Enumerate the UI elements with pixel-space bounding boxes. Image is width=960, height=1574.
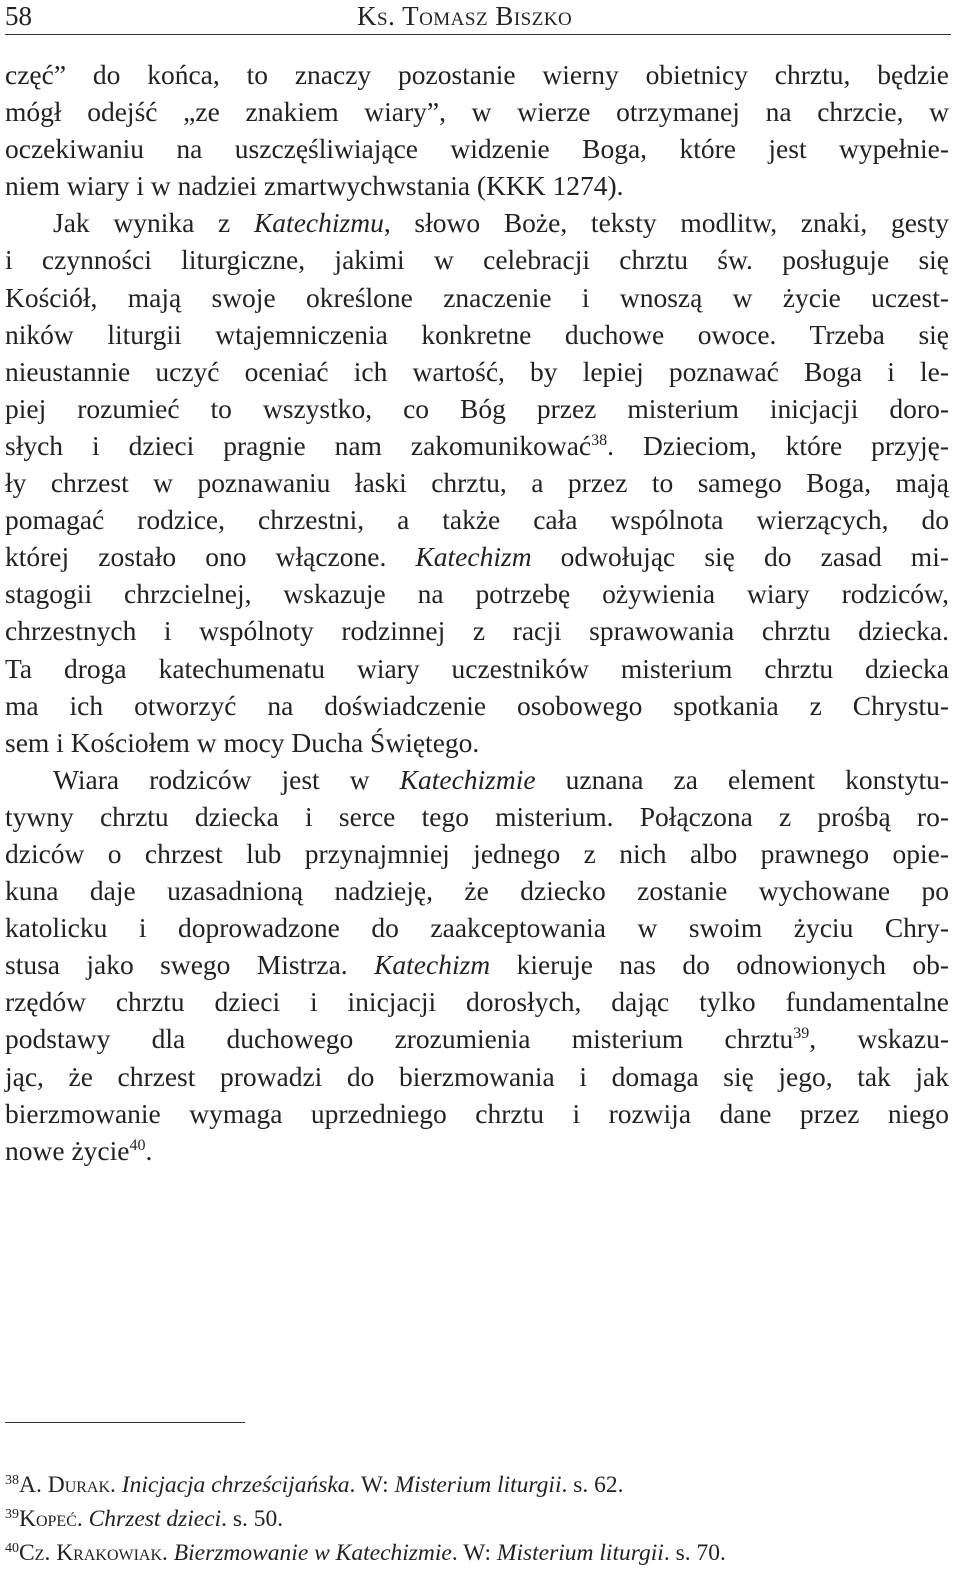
text-run: odwołując się do zasad mi- xyxy=(531,541,949,573)
text-line: chrzestnych i wspólnoty rodzinnej z racji sprawowania chrztu dziecka. xyxy=(5,615,949,647)
text-run: której zostało ono włączone. xyxy=(5,541,416,573)
text-line: Kościół, mają swoje określone znaczenie i wnoszą w życie uczest- xyxy=(5,281,949,313)
text-run: , słowo Boże, teksty modlitw, znaki, gesty xyxy=(383,207,949,239)
footnote-pages: . s. 70. xyxy=(663,1540,726,1566)
text-run: podstawy dla duchowego zrozumienia misterium chrztu xyxy=(5,1023,794,1055)
footnote-title: Chrzest dzieci xyxy=(88,1506,222,1532)
text-line xyxy=(5,761,949,798)
text-line xyxy=(5,204,949,241)
page-number: 58 xyxy=(5,1,32,31)
footnote-ref-38[interactable]: 38 xyxy=(591,431,608,449)
text-line: mógł odejść „ze znakiem wiary”, w wierze otrzymanej na chrzcie, w xyxy=(5,96,949,128)
footnote-39: $^{39}$Kopeć. Chrzest dzieci. s. 50. xyxy=(5,1506,284,1532)
footnote-38: $^{38}$A. Durak. Inicjacja chrześcijańska. W: Misterium liturgii. s. 62. xyxy=(5,1472,624,1498)
text-run: . W: xyxy=(349,1472,395,1498)
text-line: częć” do końca, to znaczy pozostanie wierny obietnicy chrztu, będzie xyxy=(5,59,949,90)
footnote-title: Bierzmowanie w Katechizmie xyxy=(173,1540,452,1566)
footnote-title: Inicjacja chrześcijańska xyxy=(121,1472,350,1498)
footnote-40: $^{40}$Cz. Krakowiak. Bierzmowanie w Katechizmie. W: Misterium liturgii. s. 70. xyxy=(5,1540,726,1566)
footnote-author: Kopeć xyxy=(19,1506,77,1532)
footnote-number: 38 xyxy=(5,1473,19,1488)
text-line: rzędów chrztu dzieci i inicjacji dorosłych, dając tylko fundamentalne xyxy=(5,986,949,1018)
text-run: . W: xyxy=(451,1540,497,1566)
text-line: Ta droga katechumenatu wiary uczestników misterium chrztu dziecka xyxy=(5,652,949,684)
footnote-source: Misterium liturgii xyxy=(394,1472,562,1498)
text-line xyxy=(5,1020,949,1057)
text-run: , wskazu- xyxy=(809,1023,950,1055)
italic-title: Katechizm xyxy=(374,949,491,981)
text-line: ma ich otworzyć na doświadczenie osobowego spotkania z Chrystu- xyxy=(5,689,949,721)
text-line: tywny chrztu dziecka i serce tego misterium. Połączona z prośbą ro- xyxy=(5,800,949,832)
footnote-ref-40[interactable]: 40 xyxy=(129,1136,146,1154)
text-run: stusa jako swego Mistrza. xyxy=(5,949,375,981)
footnote-pages: . s. 62. xyxy=(561,1472,624,1498)
text-line xyxy=(5,538,949,575)
text-line: nieustannie uczyć oceniać ich wartość, by lepiej poznawać Boga i le- xyxy=(5,355,949,387)
text-line: i czynności liturgiczne, jakimi w celebracji chrztu św. posługuje się xyxy=(5,244,949,276)
italic-title: Katechizm xyxy=(415,541,532,573)
text-run: . xyxy=(145,1134,153,1166)
text-run: słych i dzieci pragnie nam zakomunikować xyxy=(5,429,592,461)
text-line xyxy=(5,427,949,464)
page-header xyxy=(5,0,951,35)
text-line: jąc, że chrzest prowadzi do bierzmowania i domaga się jego, tak jak xyxy=(5,1060,949,1092)
body-text xyxy=(5,56,949,1169)
text-line: oczekiwaniu na uszczęśliwiające widzenie Boga, które jest wypełnie- xyxy=(5,133,949,165)
text-line: piej rozumieć to wszystko, co Bóg przez misterium inicjacji doro- xyxy=(5,392,949,424)
footnote-number: 40 xyxy=(5,1541,19,1556)
footnote-separator xyxy=(5,1422,245,1423)
footnote-number: 39 xyxy=(5,1507,19,1522)
text-line xyxy=(5,946,949,983)
text-line: sem i Kościołem w mocy Ducha Świętego. xyxy=(5,726,480,758)
text-run: nowe życie xyxy=(5,1134,130,1166)
text-run: kieruje nas do odnowionych ob- xyxy=(490,949,949,981)
text-line: ły chrzest w poznawaniu łaski chrztu, a przez to samego Boga, mają xyxy=(5,467,949,499)
text-line: niem wiary i w nadziei zmartwychwstania (KKK 1274). xyxy=(5,170,624,202)
footnotes xyxy=(5,1468,726,1570)
italic-title: Katechizmie xyxy=(399,763,536,795)
footnote-source: Misterium liturgii xyxy=(496,1540,664,1566)
text-line: dziców o chrzest lub przynajmniej jednego z nich albo prawnego opie- xyxy=(5,837,949,869)
running-head: Ks. Tomasz Biszko xyxy=(357,1,573,31)
text-line: stagogii chrzcielnej, wskazuje na potrzebę ożywienia wiary rodziców, xyxy=(5,578,949,610)
text-run: Jak wynika z xyxy=(53,207,254,239)
footnote-pages: . s. 50. xyxy=(221,1506,284,1532)
italic-title: Katechizmu xyxy=(253,207,384,239)
text-run: . Dzieciom, które przyję- xyxy=(607,429,949,461)
footnote-ref-39[interactable]: 39 xyxy=(793,1025,810,1043)
text-line: ników liturgii wtajemniczenia konkretne duchowe owoce. Trzeba się xyxy=(5,318,949,350)
text-line: pomagać rodzice, chrzestni, a także cała wspólnota wierzących, do xyxy=(5,504,949,536)
text-run: Wiara rodziców jest w xyxy=(53,763,400,795)
text-line xyxy=(5,1132,949,1169)
text-line: kuna daje uzasadnioną nadzieję, że dziecko zostanie wychowane po xyxy=(5,875,949,907)
footnote-author: Cz. Krakowiak xyxy=(19,1540,163,1566)
footnote-author: A. Durak xyxy=(19,1472,111,1498)
text-line: bierzmowanie wymaga uprzedniego chrztu i rozwija dane przez niego xyxy=(5,1097,949,1129)
text-line: katolicku i doprowadzone do zaakceptowania w swoim życiu Chry- xyxy=(5,912,949,944)
text-run: uznana za element konstytu- xyxy=(535,763,949,795)
